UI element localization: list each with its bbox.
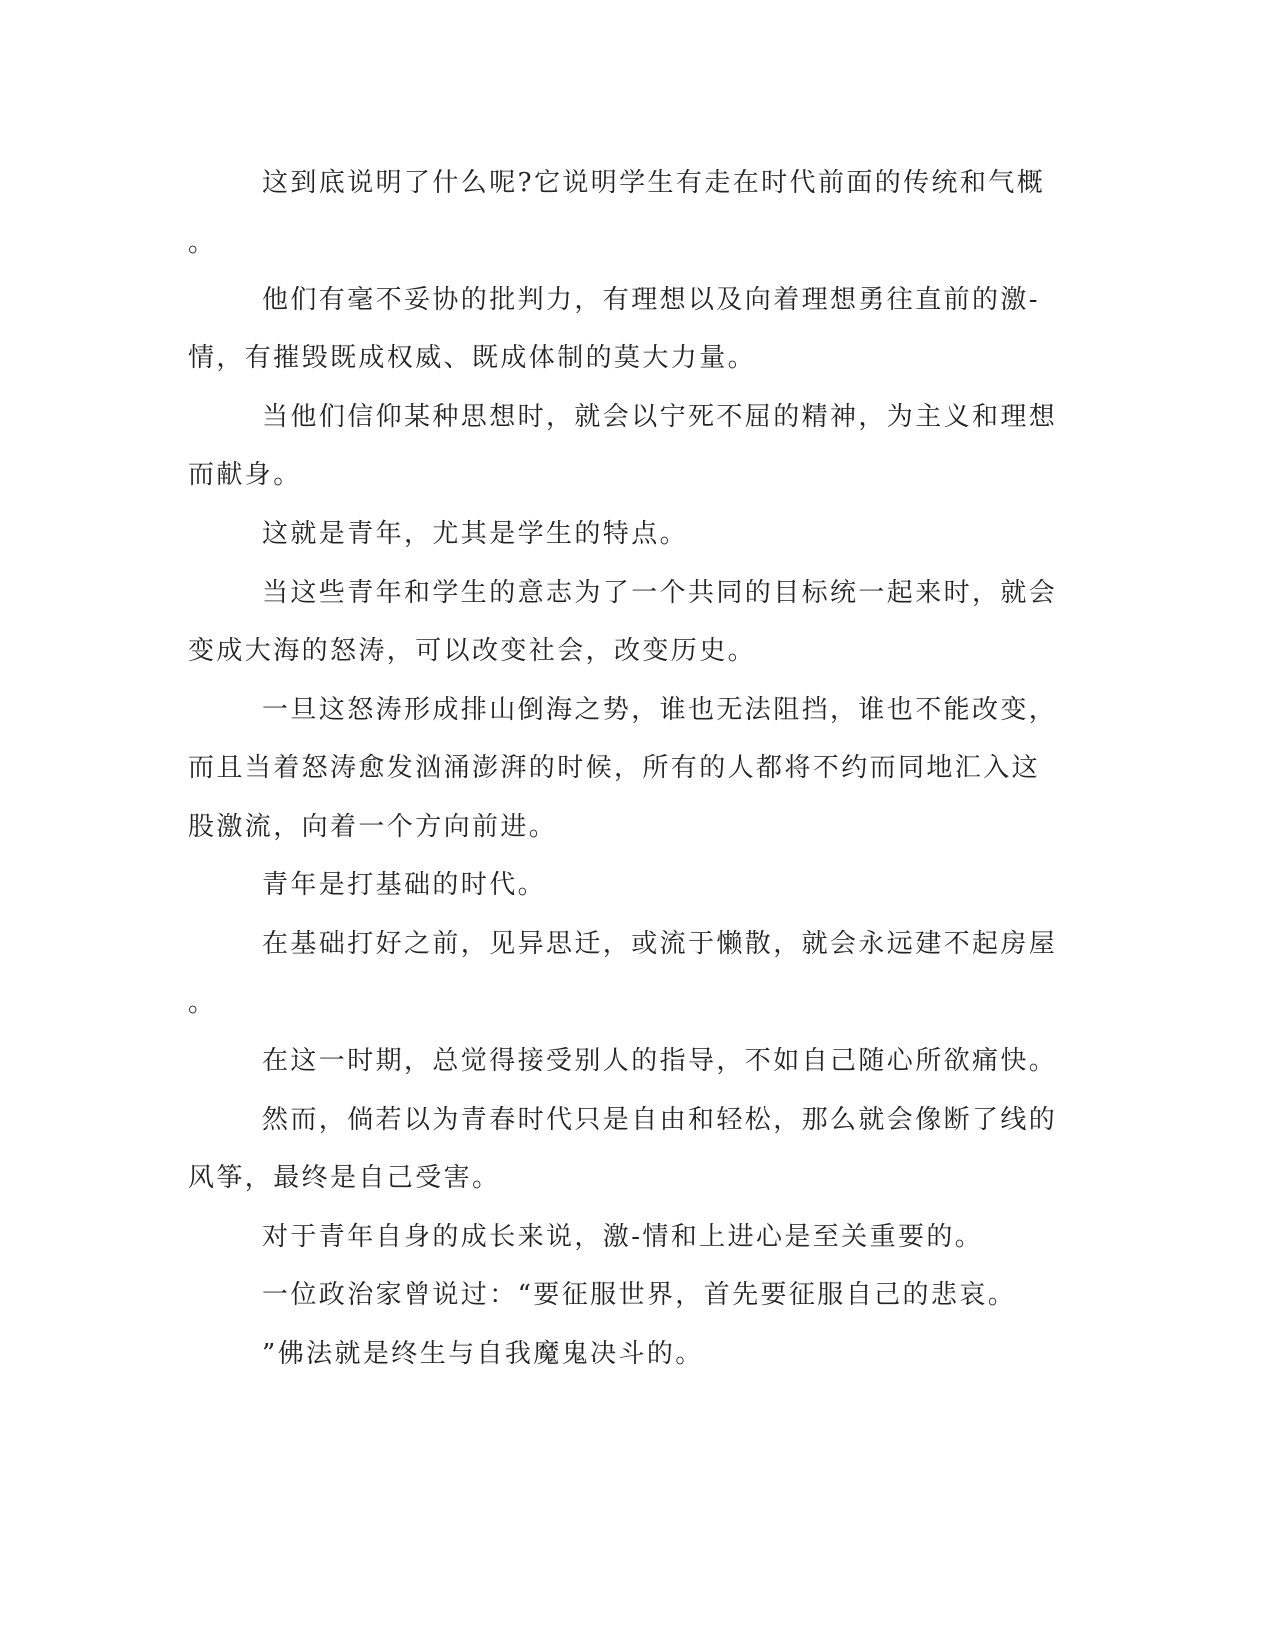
text-line-13: 青年是打基础的时代。 <box>262 870 547 900</box>
text-line-4: 情，有摧毁既成权威、既成体制的莫大力量。 <box>188 343 757 373</box>
text-line-5: 当他们信仰某种思想时，就会以宁死不屈的精神，为主义和理想 <box>262 402 1058 432</box>
text-line-20: 一位政治家曾说过：“要征服世界，首先要征服自己的悲哀。 <box>262 1280 1017 1310</box>
text-line-2: 。 <box>188 228 217 258</box>
text-line-10: 一旦这怒涛形成排山倒海之势，谁也无法阻挡，谁也不能改变， <box>262 695 1058 725</box>
text-line-9: 变成大海的怒涛，可以改变社会，改变历史。 <box>188 636 757 666</box>
text-line-8: 当这些青年和学生的意志为了一个共同的目标统一起来时，就会 <box>262 578 1058 608</box>
text-line-18: 风筝，最终是自己受害。 <box>188 1163 501 1193</box>
text-line-14: 在基础打好之前，见异思迁，或流于懒散，就会永远建不起房屋 <box>262 929 1058 959</box>
text-line-21: ”佛法就是终生与自我魔鬼决斗的。 <box>262 1339 704 1369</box>
text-line-7: 这就是青年，尤其是学生的特点。 <box>262 519 689 549</box>
text-line-11: 而且当着怒涛愈发汹涌澎湃的时候，所有的人都将不约而同地汇入这 <box>188 753 1041 783</box>
text-line-16: 在这一时期，总觉得接受别人的指导，不如自己随心所欲痛快。 <box>262 1046 1058 1076</box>
text-line-6: 而献身。 <box>188 460 302 490</box>
text-line-1: 这到底说明了什么呢?它说明学生有走在时代前面的传统和气概 <box>262 168 1046 198</box>
text-line-3: 他们有毫不妥协的批判力，有理想以及向着理想勇往直前的激- <box>262 285 1040 315</box>
text-line-15: 。 <box>188 988 217 1018</box>
text-line-12: 股激流，向着一个方向前进。 <box>188 812 558 842</box>
text-line-17: 然而，倘若以为青春时代只是自由和轻松，那么就会像断了线的 <box>262 1105 1058 1135</box>
text-line-19: 对于青年自身的成长来说，激-情和上进心是至关重要的。 <box>262 1222 984 1252</box>
